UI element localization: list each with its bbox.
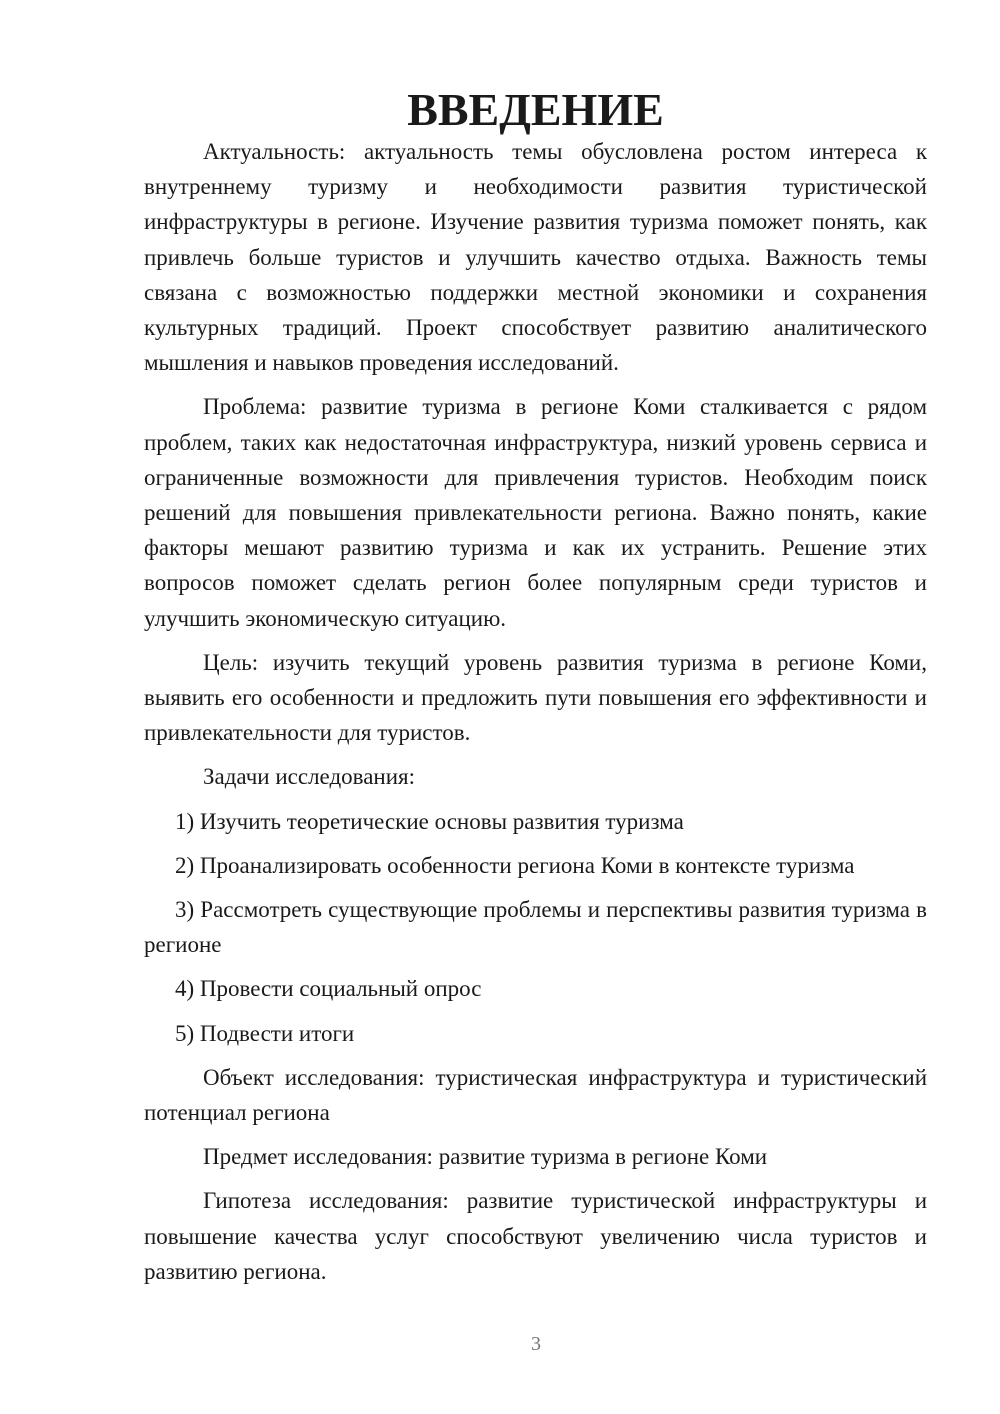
task-item: 1) Изучить теоретические основы развития туризма <box>175 808 684 834</box>
goal-paragraph: Цель: изучить текущий уровень развития туризма в регионе Коми, выявить его особенности и предложить пути повышения его эффективности и привлекательности для туристов. <box>144 649 927 746</box>
task-item: 3) Рассмотреть существующие проблемы и перспективы развития туризма в регионе <box>144 897 927 958</box>
task-item: 4) Провести социальный опрос <box>175 976 482 1002</box>
subject-paragraph: Предмет исследования: развитие туризма в регионе Коми <box>203 1144 768 1170</box>
problem-paragraph: Проблема: развитие туризма в регионе Коми сталкивается с рядом проблем, таких как недостаточная инфраструктура, низкий уровень сервиса и ограниченные возможности для привлечения туристов. Необходим поиск решений для повышения привлекательности региона. Важно понять, какие факторы мешают развитию туризма и как их устранить. Решение этих вопросов поможет сделать регион более популярным среди туристов и улучшить экономическую ситуацию. <box>144 394 927 631</box>
task-item: 2) Проанализировать особенности региона Коми в контексте туризма <box>175 852 855 878</box>
relevance-paragraph: Актуальность: актуальность темы обусловлена ростом интереса к внутреннему туризму и необходимости развития туристической инфраструктуры в регионе. Изучение развития туризма поможет понять, как привлечь больше туристов и улучшить качество отдыха. Важность темы связана с возможностью поддержки местной экономики и сохранения культурных традиций. Проект способствует развитию аналитического мышления и навыков проведения исследований. <box>144 139 927 376</box>
hypothesis-paragraph: Гипотеза исследования: развитие туристической инфраструктуры и повышение качества услуг способствуют увеличению числа туристов и развитию региона. <box>144 1188 927 1284</box>
object-paragraph: Объект исследования: туристическая инфраструктура и туристический потенциал региона <box>144 1064 927 1126</box>
task-item: 5) Подвести итоги <box>175 1020 355 1046</box>
page-title: ВВЕДЕНИЕ <box>407 84 664 135</box>
document-body <box>144 84 927 1298</box>
page-number: 3 <box>531 1333 541 1355</box>
tasks-heading: Задачи исследования: <box>203 764 416 790</box>
